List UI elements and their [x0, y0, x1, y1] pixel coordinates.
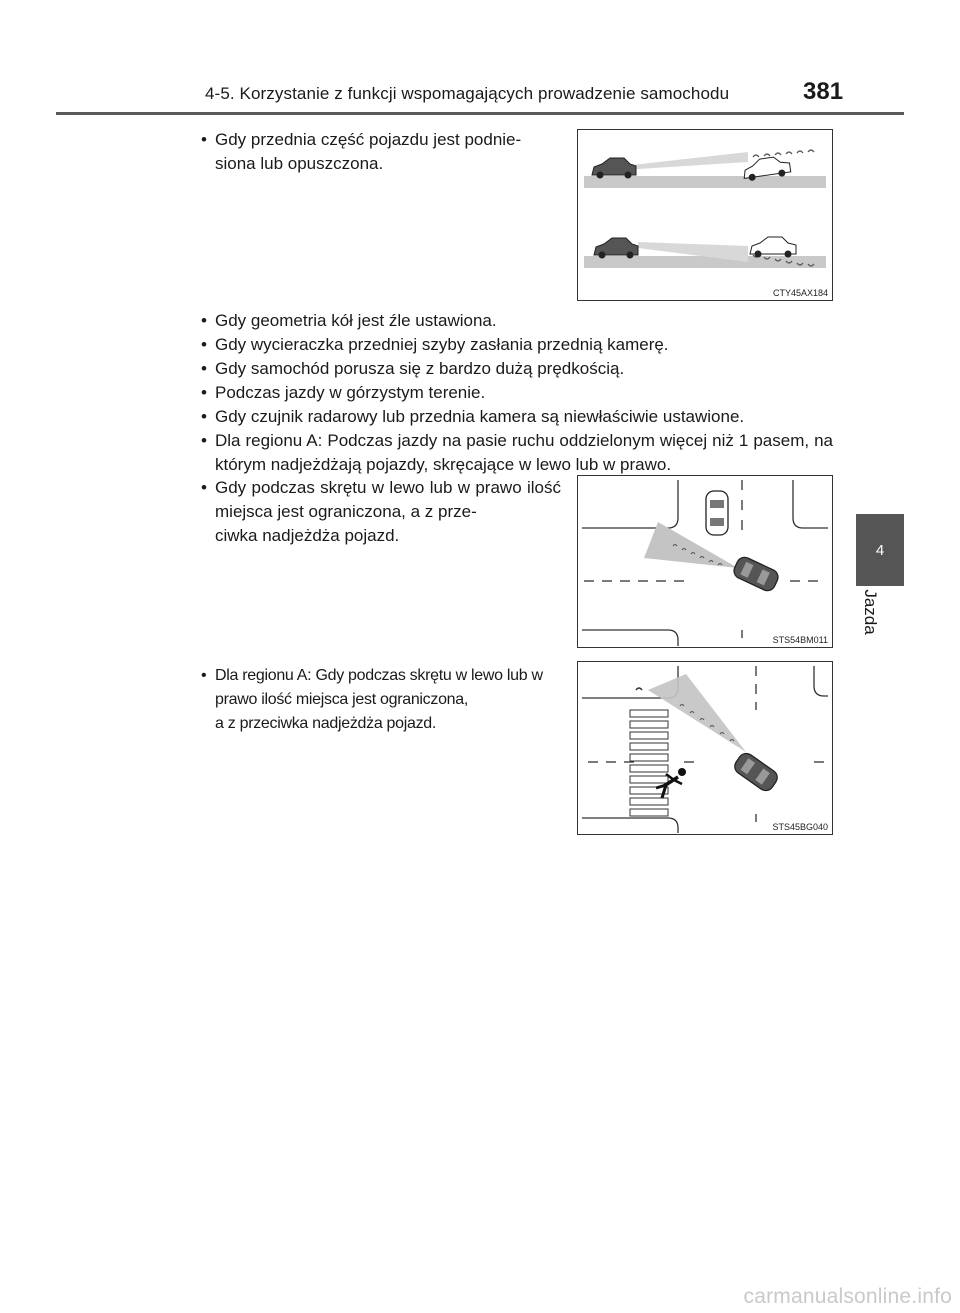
figure-vehicle-pitch	[577, 129, 833, 301]
list-item-text: Dla regionu A: Podczas jazdy na pasie ruchu oddzielonym więcej niż 1 pasem, na którym nadjeżdżają pojazdy, skręcające w lewo lub w prawo.	[215, 431, 833, 474]
bullet-symbol: •	[201, 383, 207, 402]
list-item	[201, 333, 841, 357]
figure-code: STS45BG040	[772, 822, 828, 832]
bullet-symbol: •	[201, 359, 207, 378]
figure-turning-oncoming	[577, 475, 833, 648]
list-item	[201, 664, 563, 736]
car-icon	[706, 491, 728, 535]
chapter-number: 4	[875, 541, 885, 559]
list-item	[201, 405, 841, 429]
list-item	[201, 476, 561, 548]
figure-code: STS54BM011	[772, 635, 828, 645]
watermark-url[interactable]: carmanualsonline.info	[743, 1285, 952, 1308]
bullet-symbol: •	[201, 431, 207, 450]
list-item-text: Gdy samochód porusza się z bardzo dużą prędkością.	[215, 359, 625, 378]
car-icon	[732, 750, 781, 793]
bullet-symbol: •	[201, 130, 207, 149]
car-icon	[731, 555, 780, 594]
figure-turning-pedestrian	[577, 661, 833, 835]
bullet-symbol: •	[201, 311, 207, 330]
page-number: 381	[803, 78, 844, 105]
list-item-text: Dla regionu A: Gdy podczas skrętu w lewo lub w prawo ilość miejsca jest ograniczona, a z przeciwka nadjeżdża pojazd.	[215, 667, 543, 732]
bullet-symbol: •	[201, 407, 207, 426]
bullet-symbol: •	[201, 335, 207, 354]
list-item-text: Gdy podczas skrętu w lewo lub w prawo ilość miejsca jest ograniczona, a z prze- ciwka nadjeżdża pojazd.	[215, 478, 561, 545]
car-icon	[592, 158, 636, 179]
car-icon	[750, 237, 796, 258]
chapter-tab[interactable]	[856, 514, 904, 586]
bullet-symbol: •	[201, 667, 207, 684]
figure-code: CTY45AX184	[772, 288, 828, 298]
list-item-text: Gdy geometria kół jest źle ustawiona.	[215, 311, 497, 330]
vehicle-pitch-illustration	[578, 130, 831, 299]
list-item-text: Gdy czujnik radarowy lub przednia kamera są niewłaściwie ustawione.	[215, 407, 745, 426]
car-icon	[594, 238, 638, 259]
chapter-label: Jazda	[861, 589, 880, 635]
list-item	[201, 128, 561, 176]
turning-intersection-illustration	[578, 476, 831, 646]
list-item	[201, 381, 841, 405]
section-title: 4-5. Korzystanie z funkcji wspomagających prowadzenie samochodu	[205, 84, 730, 103]
list-item	[201, 309, 841, 333]
list-item-text: Gdy wycieraczka przedniej szyby zasłania przednią kamerę.	[215, 335, 669, 354]
list-item-text: Podczas jazdy w górzystym terenie.	[215, 383, 486, 402]
list-item-text: Gdy przednia część pojazdu jest podnie- siona lub opuszczona.	[215, 130, 522, 173]
turning-pedestrian-illustration	[578, 662, 831, 833]
header-divider	[56, 112, 904, 115]
bullet-symbol: •	[201, 478, 207, 497]
list-item	[201, 357, 841, 381]
list-item	[201, 429, 833, 477]
